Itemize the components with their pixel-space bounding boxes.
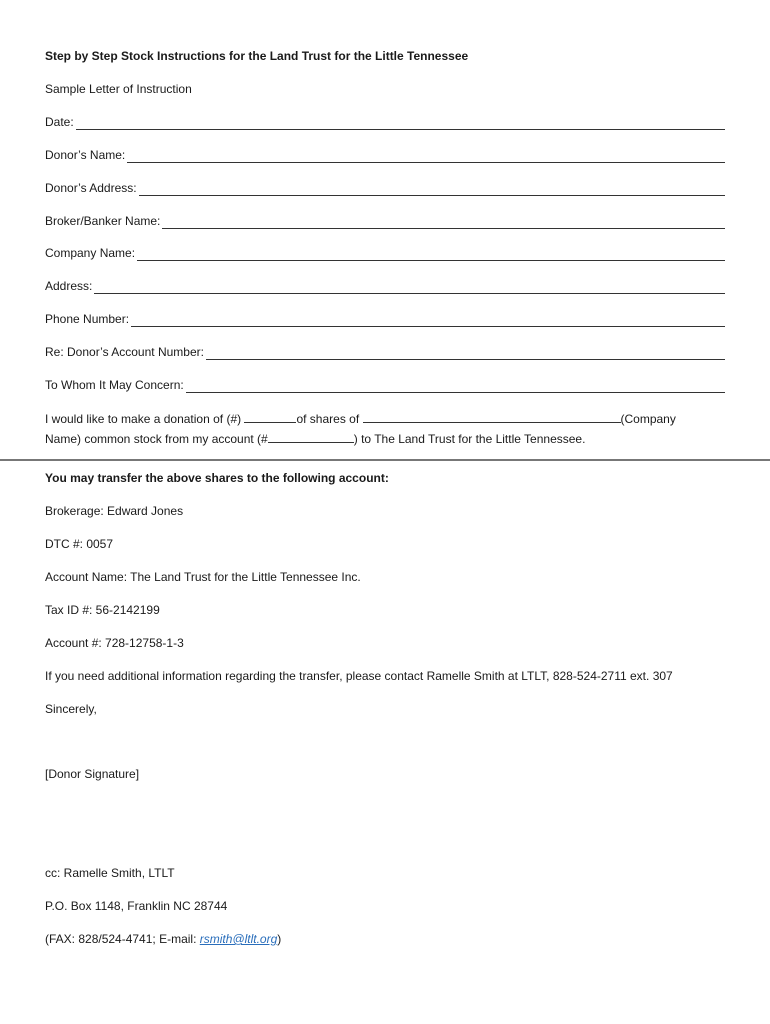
shares-count-blank[interactable]: [244, 411, 296, 423]
phone-number-label: Phone Number:: [45, 312, 130, 326]
contact-note: If you need additional information regarding the transfer, please contact Ramelle Smith at LTLT, 828-524-2711 ext. 307: [45, 669, 673, 683]
brokerage-line: Brokerage: Edward Jones: [45, 504, 184, 518]
account-number-line: Account #: 728-12758-1-3: [45, 636, 184, 650]
donation-text-2: of shares of: [296, 412, 360, 426]
po-box-line: P.O. Box 1148, Franklin NC 28744: [45, 899, 228, 913]
fax-email-line: [45, 932, 281, 947]
date-label: Date:: [45, 115, 74, 129]
phone-number-field[interactable]: [45, 312, 725, 327]
company-name-field[interactable]: [45, 246, 725, 261]
donor-address-label: Donor’s Address:: [45, 181, 137, 195]
account-name-line: Account Name: The Land Trust for the Little Tennessee Inc.: [45, 570, 361, 584]
document-title: Step by Step Stock Instructions for the Land Trust for the Little Tennessee: [45, 49, 469, 63]
cc-line: cc: Ramelle Smith, LTLT: [45, 866, 175, 880]
account-number-label: Re: Donor’s Account Number:: [45, 345, 204, 359]
broker-name-field[interactable]: [45, 214, 725, 229]
donation-line-1: [45, 411, 676, 427]
address-field[interactable]: [45, 279, 725, 294]
transfer-heading: You may transfer the above shares to the following account:: [45, 471, 389, 485]
document-subtitle: Sample Letter of Instruction: [45, 82, 192, 96]
donation-text-4: Name) common stock from my account (#: [45, 432, 268, 446]
donor-address-field[interactable]: [45, 181, 725, 196]
address-label: Address:: [45, 279, 93, 293]
date-field[interactable]: [45, 115, 725, 130]
closing: Sincerely,: [45, 702, 97, 716]
section-divider: [0, 459, 770, 461]
donor-name-label: Donor’s Name:: [45, 148, 126, 162]
donor-signature: [Donor Signature]: [45, 767, 140, 781]
dtc-line: DTC #: 0057: [45, 537, 114, 551]
to-whom-field[interactable]: [45, 378, 725, 393]
company-blank[interactable]: [363, 411, 621, 423]
tax-id-line: Tax ID #: 56-2142199: [45, 603, 160, 617]
fax-suffix: ): [277, 932, 282, 946]
company-name-label: Company Name:: [45, 246, 136, 260]
broker-name-label: Broker/Banker Name:: [45, 214, 161, 228]
account-number-field[interactable]: [45, 345, 725, 360]
fax-prefix: (FAX: 828/524-4741; E-mail:: [45, 932, 200, 946]
donation-line-2: [45, 431, 585, 447]
donation-text-5: ) to The Land Trust for the Little Tennessee.: [353, 432, 586, 446]
account-blank[interactable]: [268, 431, 354, 443]
donation-text-3: (Company: [620, 412, 676, 426]
donor-name-field[interactable]: [45, 148, 725, 163]
email-link[interactable]: rsmith@ltlt.org: [199, 932, 278, 946]
to-whom-label: To Whom It May Concern:: [45, 378, 184, 392]
donation-text-1: I would like to make a donation of (#): [45, 412, 242, 426]
